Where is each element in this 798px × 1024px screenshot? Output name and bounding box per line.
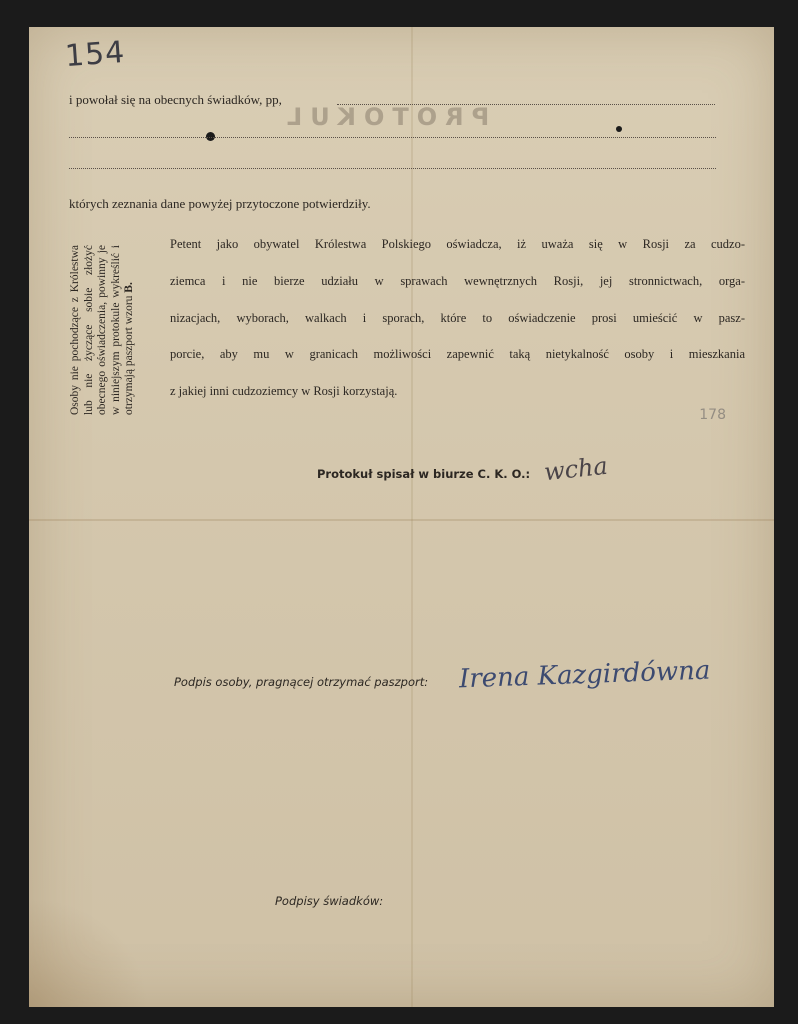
witness-line-1 (337, 104, 715, 105)
declaration-line-3: nizacjach, wyborach, walkach i sporach, które to oświadczenie prosi umieścić w pasz- (170, 311, 745, 325)
horizontal-fold (29, 519, 774, 521)
bleed-through-stamp: PROTOKUL (279, 103, 490, 131)
side-note-text: Osoby nie pochodzące z Królestwa lub nie życzące sobie złożyć obecnego oświadczenia, powinny je w niniejszym protokule wykreślić i otrzymają paszport wzoru (69, 245, 135, 415)
applicant-signature: Irena Kazgirdówna (458, 655, 711, 695)
witnesses-intro: i powołał się na obecnych świadków, pp, (69, 92, 282, 107)
paper-wear (29, 897, 149, 1007)
declaration-line-2: ziemca i nie bierze udziału w sprawach wewnętrznych Rosji, jej stronnictwach, orga- (170, 274, 745, 288)
witness-line-3 (69, 168, 716, 169)
punch-hole-right (616, 126, 622, 132)
applicant-label: Podpis osoby, pragnącej otrzymać paszport: (174, 675, 429, 689)
protocol-signature: wcha (542, 451, 610, 487)
side-note-bold: B. (123, 282, 135, 293)
protocol-label: Protokuł spisał w biurze C. K. O.: (317, 467, 531, 481)
declaration-line-1: Petent jako obywatel Królestwa Polskiego oświadcza, iż uważa się w Rosji za cudzo- (170, 237, 745, 251)
pencil-note: 178 (699, 407, 726, 423)
witness-line-2 (69, 137, 716, 138)
declaration-line-5: z jakiej inni cudzoziemcy w Rosji korzystają. (170, 384, 398, 398)
vertical-fold (411, 27, 413, 1007)
witnesses-signature-label: Podpisy świadków: (275, 894, 384, 908)
declaration-line-4: porcie, aby mu w granicach możliwości zapewnić taką nietykalność osoby i mieszkania (170, 347, 745, 361)
page-number: 154 (63, 34, 127, 75)
document-page (29, 27, 774, 1007)
confirmation-text: których zeznania dane powyżej przytoczone potwierdziły. (69, 196, 371, 211)
